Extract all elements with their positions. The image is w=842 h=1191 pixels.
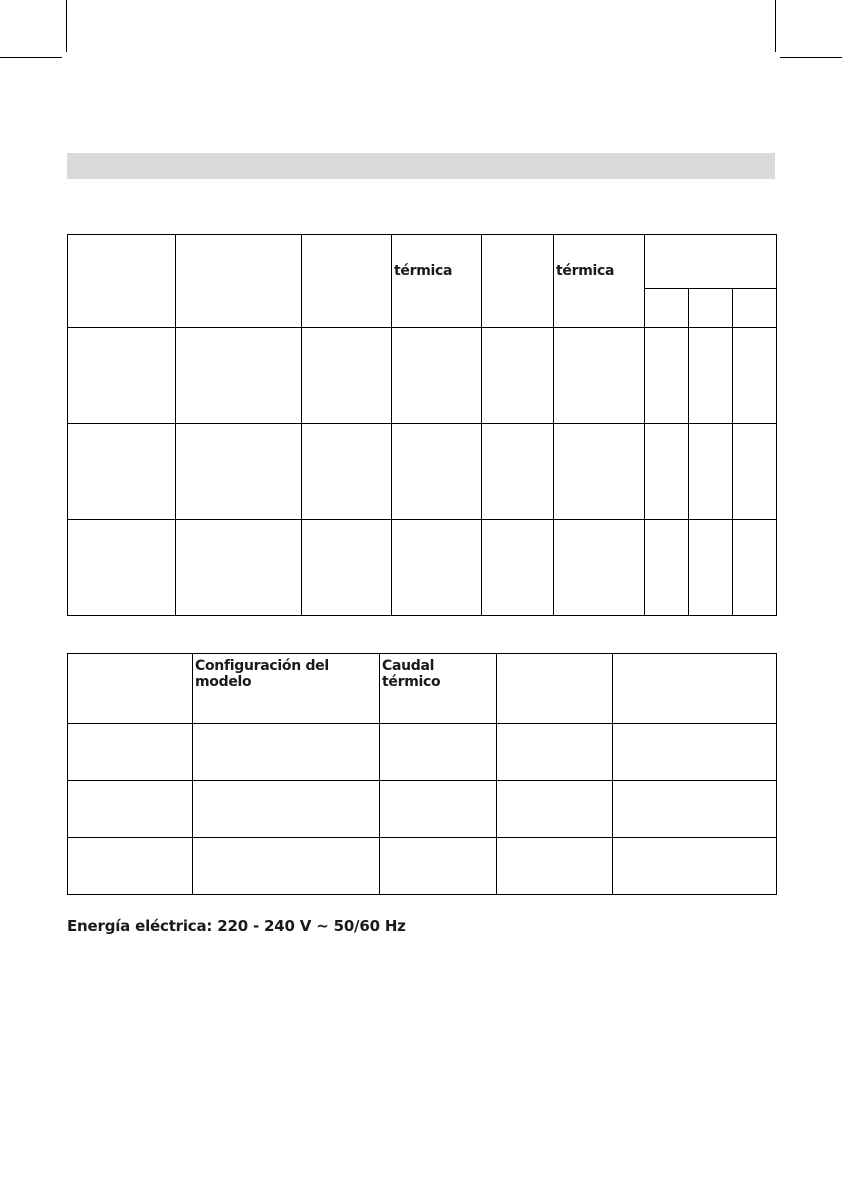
table-row [68,424,777,520]
header-cell [68,235,176,328]
table-cell [380,724,497,781]
table-cell [392,424,482,520]
table-cell [645,520,689,616]
table-cell [645,424,689,520]
header-cell [613,654,777,724]
table-cell [497,724,613,781]
table-cell [193,838,380,895]
header-config-label: Configuración del modelo [195,658,329,690]
header-cell-caudal [380,654,497,724]
table-cell [613,724,777,781]
table-cell [554,328,645,424]
crop-mark-top-left-h [0,57,62,58]
header-cell [68,654,193,724]
table-row [68,328,777,424]
table-cell [68,424,176,520]
table-row [68,838,777,895]
table-cell [613,781,777,838]
table-cell [689,424,733,520]
table-cell [193,781,380,838]
table-cell [380,781,497,838]
table-cell [176,424,302,520]
header-cell [482,235,554,328]
specs-table-electric [67,653,777,895]
table-row [68,520,777,616]
table-cell [482,520,554,616]
table-cell [645,328,689,424]
table-cell [554,424,645,520]
crop-mark-top-right-v [775,0,776,52]
header-cell-thermal-2 [554,235,645,328]
table-cell [68,781,193,838]
crop-mark-top-left-v [66,0,67,52]
header-cell [497,654,613,724]
header-cell [176,235,302,328]
table-cell [392,520,482,616]
specs-table-gas [67,234,777,616]
crop-mark-top-right-h [780,57,842,58]
table-cell [497,781,613,838]
table-row [68,781,777,838]
table-cell [176,328,302,424]
table-cell [482,328,554,424]
table-cell [497,838,613,895]
table-cell [613,838,777,895]
header-thermal-label-1: térmica [394,263,453,279]
table-cell [176,520,302,616]
header-cell-config [193,654,380,724]
table-cell [302,328,392,424]
table-cell [689,328,733,424]
header-cell-group [645,235,777,289]
table-cell [733,424,777,520]
table-cell [68,328,176,424]
header-thermal-label-2: térmica [556,263,615,279]
table-cell [554,520,645,616]
header-subcell [689,289,733,328]
table-cell [68,838,193,895]
electric-energy-note: Energía eléctrica: 220 - 240 V ~ 50/60 Hz [67,917,406,935]
header-cell-thermal-1 [392,235,482,328]
table-cell [68,724,193,781]
table-cell [733,328,777,424]
table-cell [302,424,392,520]
table-cell [380,838,497,895]
header-caudal-label: Caudal térmico [382,658,441,690]
table-cell [733,520,777,616]
header-cell [302,235,392,328]
section-header-bar [67,153,775,179]
table-cell [193,724,380,781]
table-cell [689,520,733,616]
table-cell [482,424,554,520]
table-cell [302,520,392,616]
header-subcell [645,289,689,328]
header-subcell [733,289,777,328]
table-row [68,724,777,781]
table-cell [68,520,176,616]
table-cell [392,328,482,424]
